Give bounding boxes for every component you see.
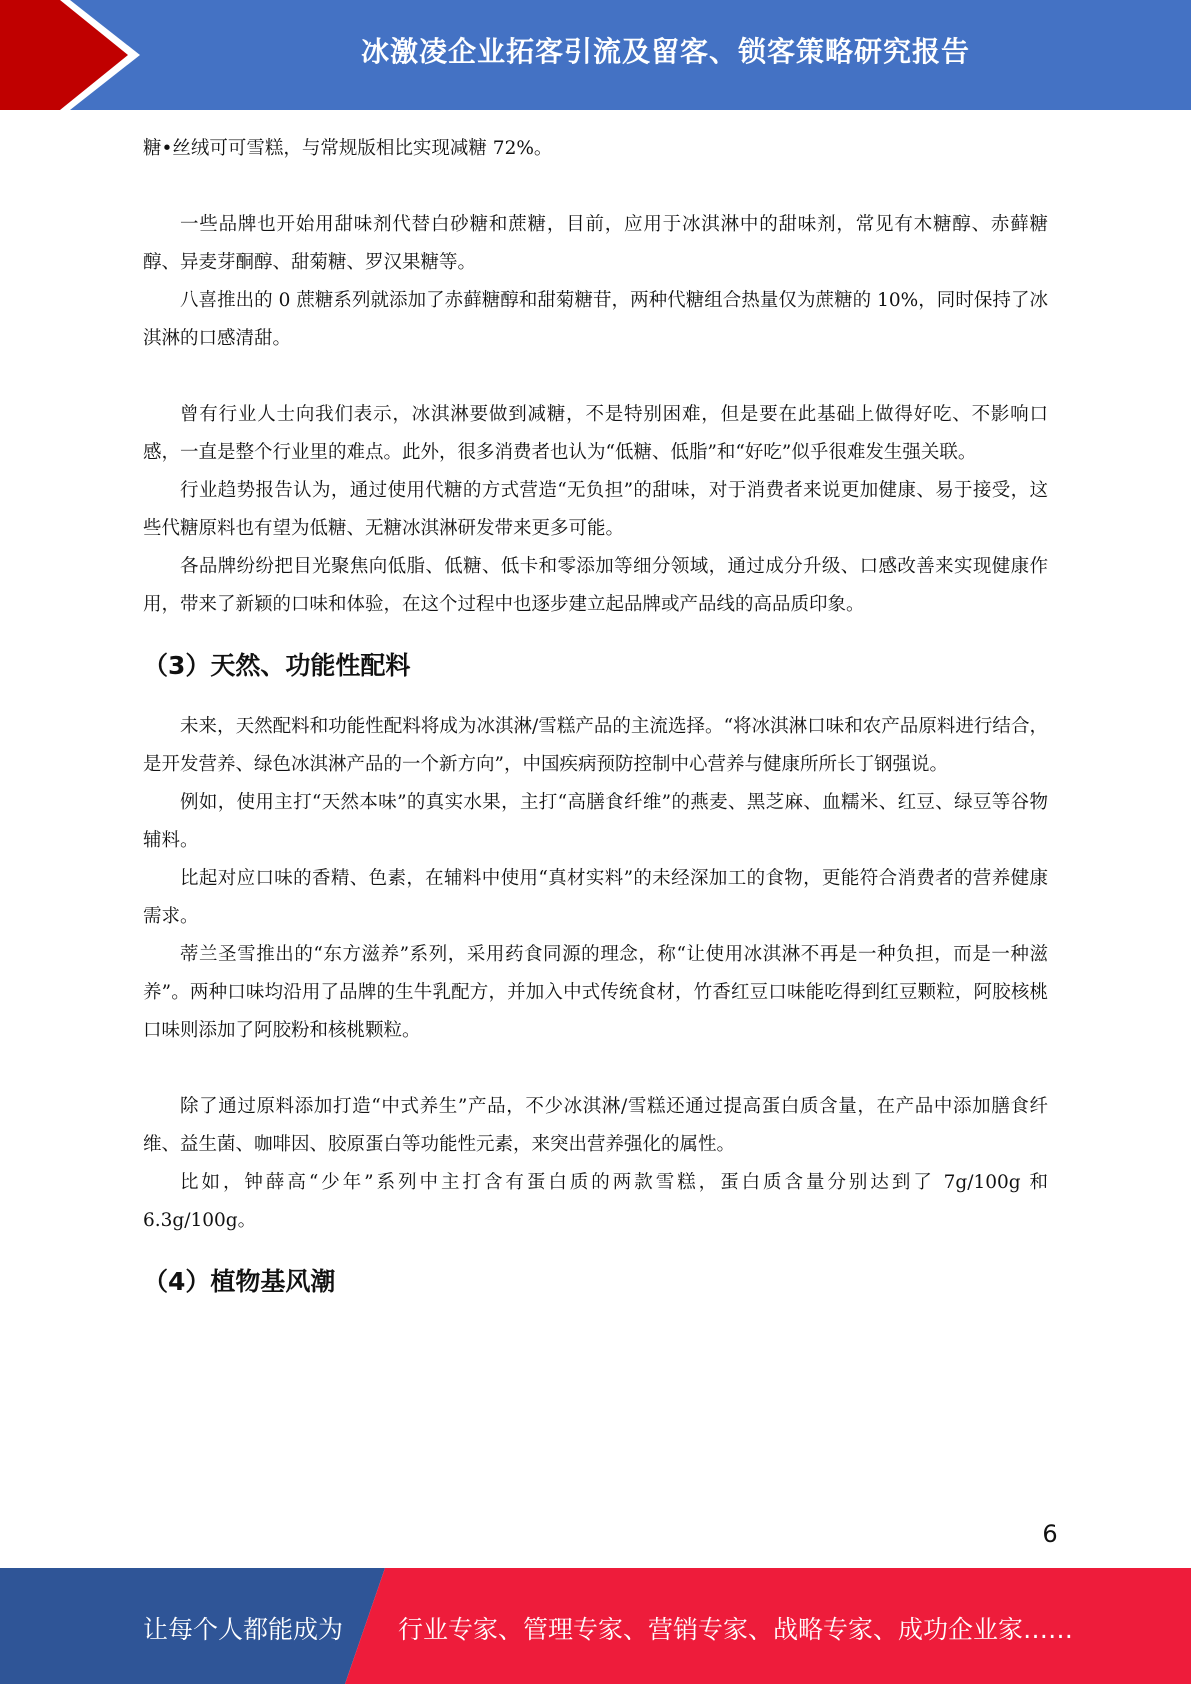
footer-slogan-right: 行业专家、管理专家、营销专家、战略专家、成功企业家…… (398, 1615, 1074, 1644)
section-heading-3: （3）天然、功能性配料 (143, 651, 411, 680)
document-body (143, 130, 1048, 1302)
section-heading-4: （4）植物基风潮 (143, 1267, 336, 1296)
footer-slogan-left: 让每个人都能成为 (143, 1615, 344, 1644)
paragraph: 曾有行业人士向我们表示，冰淇淋要做到减糖，不是特别困难，但是要在此基础上做得好吃、不影响口感，一直是整个行业里的难点。此外，很多消费者也认为“低糖、低脂”和“好吃”似乎很难发生强关联。 (143, 404, 1048, 463)
paragraph: 蒂兰圣雪推出的“东方滋养”系列，采用药食同源的理念，称“让使用冰淇淋不再是一种负担，而是一种滋养”。两种口味均沿用了品牌的生牛乳配方，并加入中式传统食材，竹香红豆口味能吃得到红豆颗粒，阿胶核桃口味则添加了阿胶粉和核桃颗粒。 (143, 944, 1048, 1041)
paragraph: 除了通过原料添加打造“中式养生”产品，不少冰淇淋/雪糕还通过提高蛋白质含量，在产品中添加膳食纤维、益生菌、咖啡因、胶原蛋白等功能性元素，来突出营养强化的属性。 (143, 1096, 1048, 1155)
paragraph: 糖•丝绒可可雪糕，与常规版相比实现减糖 72%。 (143, 138, 553, 159)
paragraph: 例如，使用主打“天然本味”的真实水果，主打“高膳食纤维”的燕麦、黑芝麻、血糯米、红豆、绿豆等谷物辅料。 (143, 792, 1048, 851)
page-number: 6 (1042, 1520, 1058, 1548)
paragraph: 比如，钟薛高“少年”系列中主打含有蛋白质的两款雪糕，蛋白质含量分别达到了 7g/100g 和 6.3g/100g。 (143, 1172, 1048, 1231)
paragraph: 八喜推出的 0 蔗糖系列就添加了赤藓糖醇和甜菊糖苷，两种代糖组合热量仅为蔗糖的 10%，同时保持了冰淇淋的口感清甜。 (143, 290, 1048, 349)
page-header (0, 0, 1191, 110)
paragraph: 比起对应口味的香精、色素，在辅料中使用“真材实料”的未经深加工的食物，更能符合消费者的营养健康需求。 (143, 868, 1048, 927)
paragraph: 未来，天然配料和功能性配料将成为冰淇淋/雪糕产品的主流选择。“将冰淇淋口味和农产品原料进行结合，是开发营养、绿色冰淇淋产品的一个新方向”，中国疾病预防控制中心营养与健康所所长丁钢强说。 (143, 716, 1048, 775)
paragraph: 一些品牌也开始用甜味剂代替白砂糖和蔗糖，目前，应用于冰淇淋中的甜味剂，常见有木糖醇、赤藓糖醇、异麦芽酮醇、甜菊糖、罗汉果糖等。 (143, 214, 1048, 273)
paragraph: 各品牌纷纷把目光聚焦向低脂、低糖、低卡和零添加等细分领域，通过成分升级、口感改善来实现健康作用，带来了新颖的口味和体验，在这个过程中也逐步建立起品牌或产品线的高品质印象。 (143, 556, 1048, 615)
paragraph: 行业趋势报告认为，通过使用代糖的方式营造“无负担”的甜味，对于消费者来说更加健康、易于接受，这些代糖原料也有望为低糖、无糖冰淇淋研发带来更多可能。 (143, 480, 1048, 539)
report-title: 冰激凌企业拓客引流及留客、锁客策略研究报告 (360, 35, 970, 68)
page-footer (0, 1568, 1191, 1684)
